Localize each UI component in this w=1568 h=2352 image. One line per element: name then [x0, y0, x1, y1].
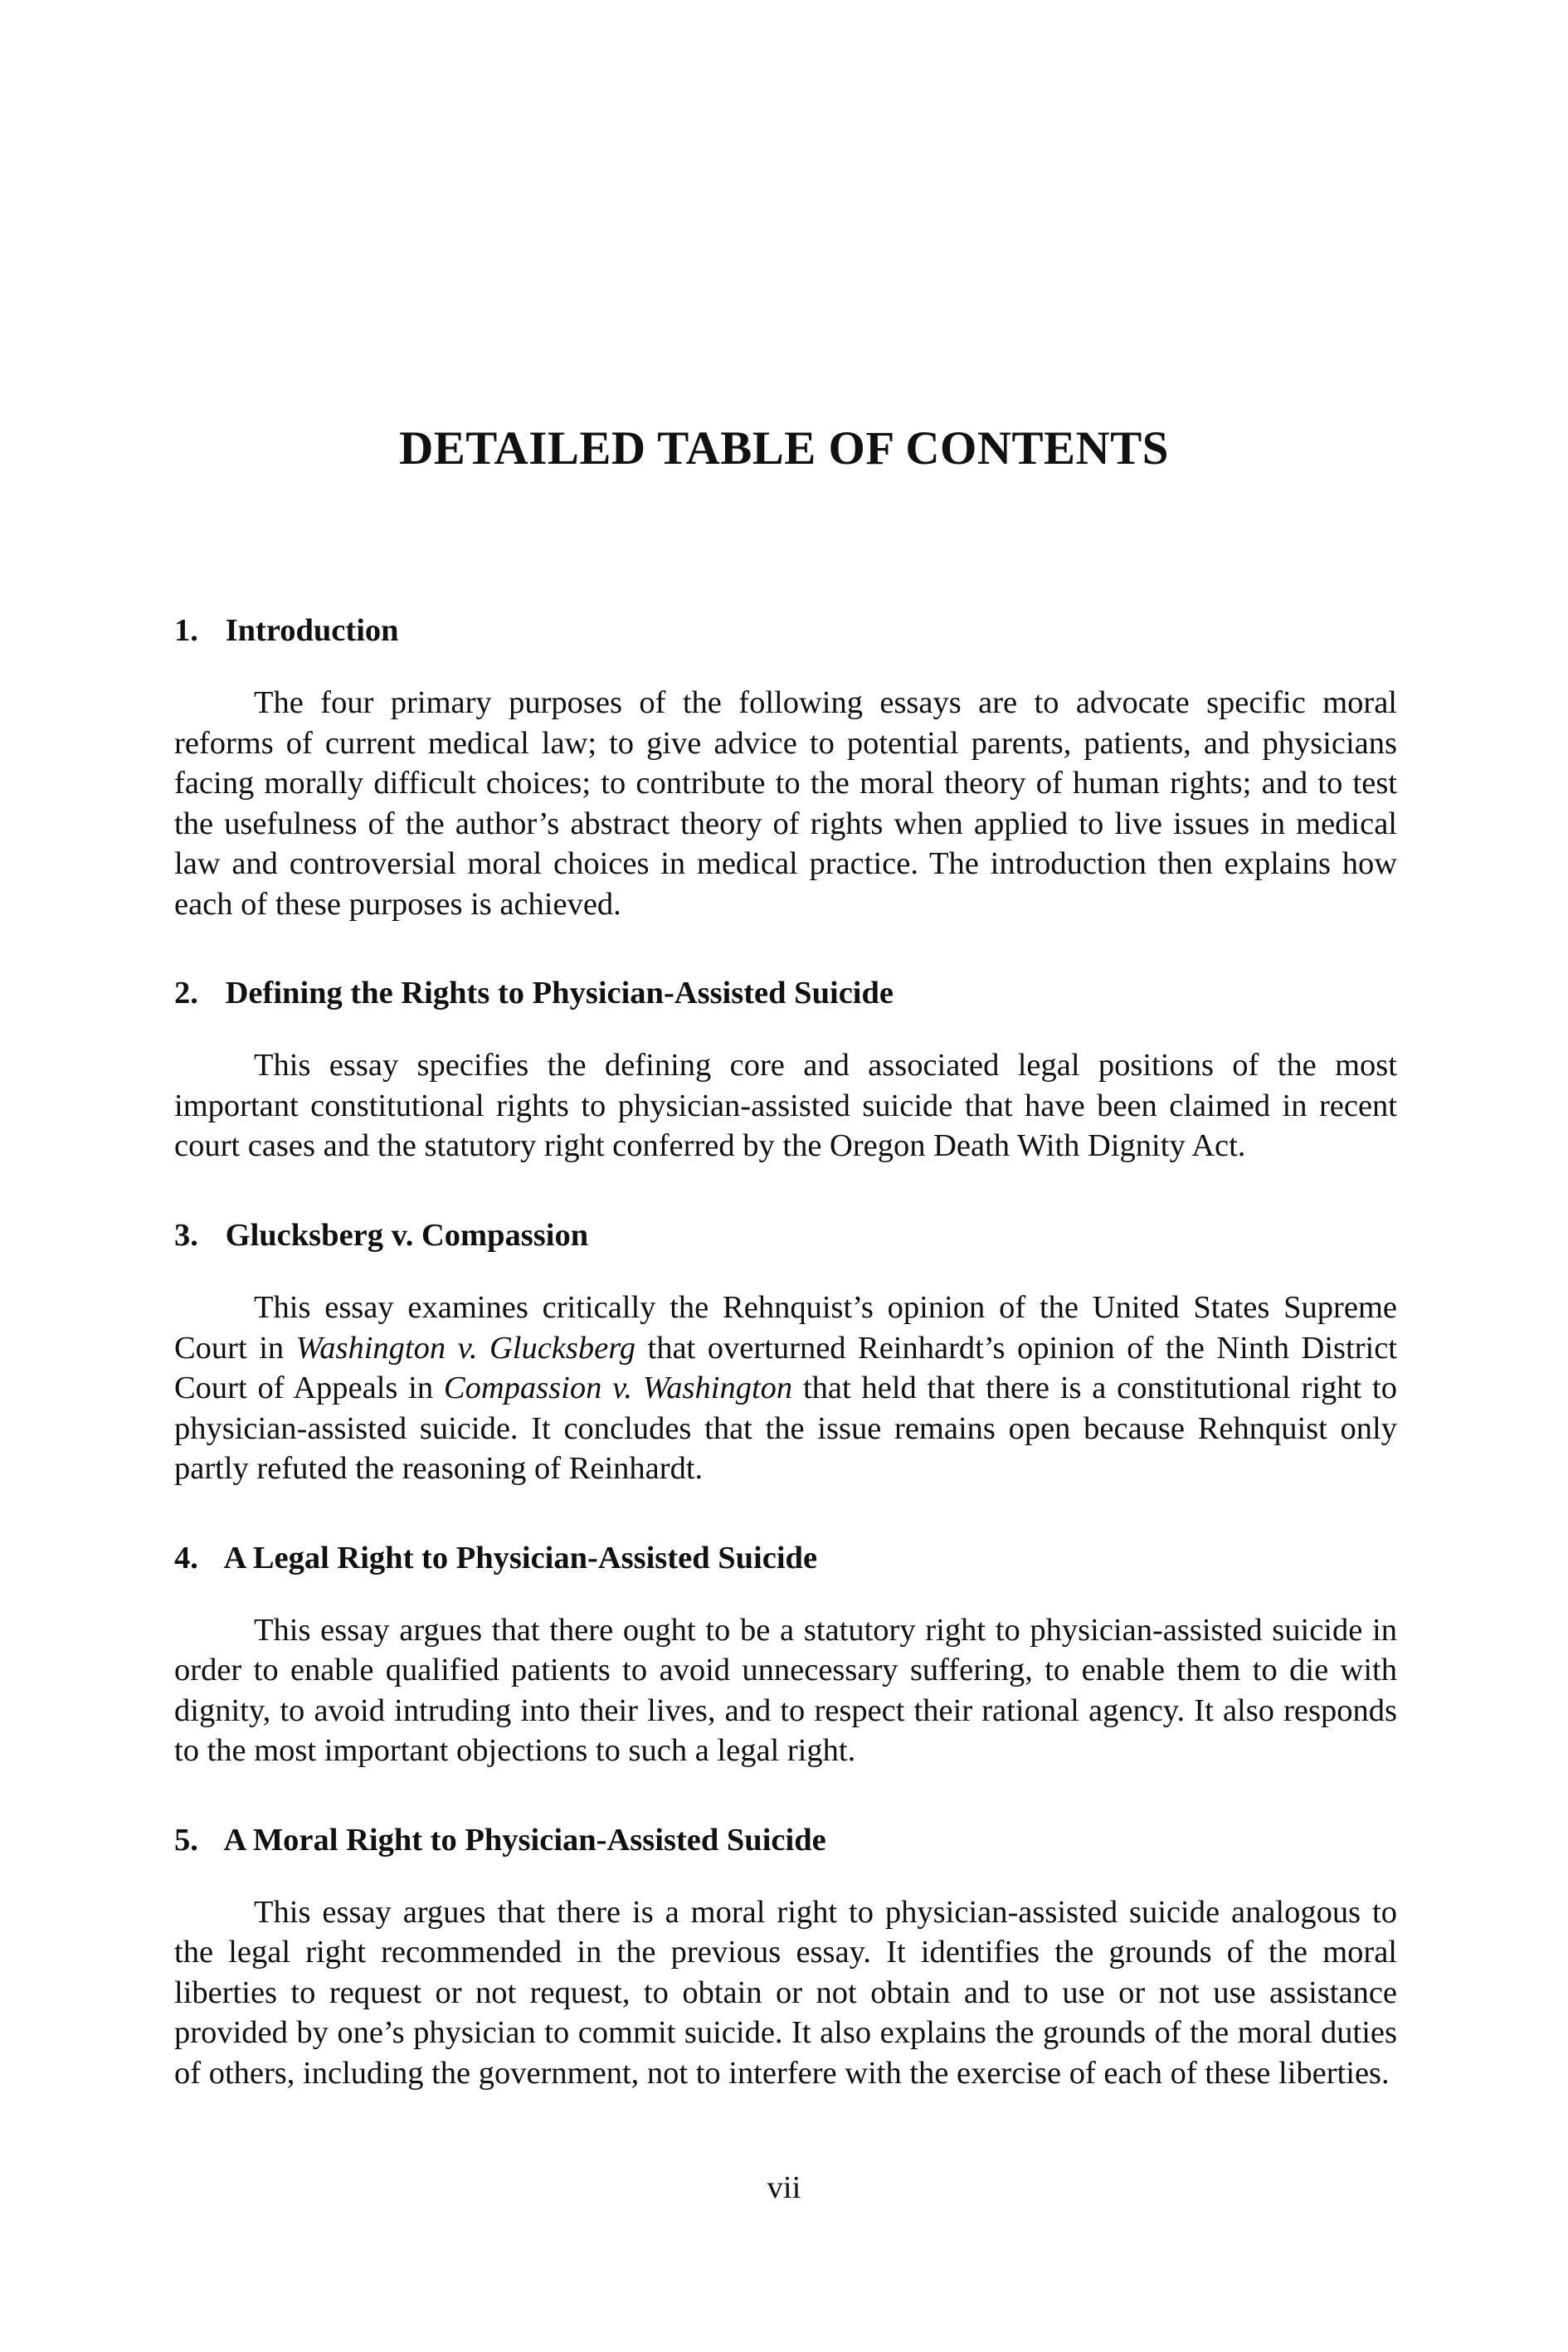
page-number: vii: [767, 2170, 801, 2205]
section-title: Defining the Rights to Physician-Assisted Suicide: [225, 976, 894, 1011]
section-number: 5.: [174, 1822, 198, 1858]
section-introduction: [174, 611, 1397, 924]
section-number: 2.: [174, 976, 198, 1011]
section-number: 3.: [174, 1217, 198, 1253]
section-number: 1.: [174, 613, 198, 648]
section-title: Introduction: [225, 613, 399, 648]
section-summary: This essay argues that there ought to be a statutory right to physician-assisted suicide in order to enable qualified patients to avoid unnecessary suffering, to enable them to die with dignity, to avoid intruding into their lives, and to respect their rational agency. It also responds to the most important objections to such a legal right.: [174, 1612, 1397, 1769]
case-name-compassion: Compassion v. Washington: [443, 1371, 793, 1406]
section-number: 4.: [174, 1540, 198, 1575]
section-defining-rights: [174, 974, 1397, 1166]
section-glucksberg: [174, 1216, 1397, 1489]
section-summary: The four primary purposes of the following essays are to advocate specific moral reforms of current medical law; to give advice to potential parents, patients, and physicians facing morally difficult choices; to contribute to the moral theory of human rights; and to test the usefulness of the author’s abstract theory of rights when applied to live issues in medical law and controversial moral choices in medical practice. The introduction then explains how each of these purposes is achieved.: [174, 685, 1397, 922]
section-legal-right: [174, 1539, 1397, 1771]
summary-text: This essay examines critically the Rehnquist’s opinion of the United States Supreme Court in: [174, 1290, 1397, 1366]
section-summary: This essay argues that there is a moral right to physician-assisted suicide analogous to the legal right recommended in the previous essay. It identifies the grounds of the moral liberties to request or not request, to obtain or not obtain and to use or not use assistance provided by one’s physician to commit suicide. It also explains the grounds of the moral duties of others, including the government, not to interfere with the exercise of each of these liberties.: [174, 1894, 1397, 2091]
section-title: A Legal Right to Physician-Assisted Suicide: [223, 1540, 818, 1575]
summary-text: that held that there is a constitutional right to physician-assisted suicide. It concludes that the issue remains open because Rehnquist only partly refuted the reasoning of Reinhardt.: [174, 1371, 1397, 1487]
section-heading: [174, 1216, 1397, 1254]
section-title: A Moral Right to Physician-Assisted Suicide: [223, 1822, 826, 1858]
contents-list: [174, 611, 1397, 2143]
section-heading: [174, 1821, 1397, 1859]
section-title: Glucksberg v. Compassion: [225, 1217, 589, 1253]
case-name-glucksberg: Washington v. Glucksberg: [295, 1330, 636, 1366]
summary-text: that overturned Reinhardt’s opinion of the Ninth District Court of Appeals in: [174, 1330, 1397, 1406]
section-heading: [174, 974, 1397, 1012]
section-summary: This essay specifies the defining core and associated legal positions of the most important constitutional rights to physician-assisted suicide that have been claimed in recent court cases and the statutory right conferred by the Oregon Death With Dignity Act.: [174, 1048, 1397, 1164]
section-heading: [174, 611, 1397, 650]
section-heading: [174, 1539, 1397, 1577]
section-summary: [174, 1288, 1397, 1489]
page-title: DETAILED TABLE OF CONTENTS: [399, 422, 1169, 475]
section-moral-right: [174, 1821, 1397, 2094]
